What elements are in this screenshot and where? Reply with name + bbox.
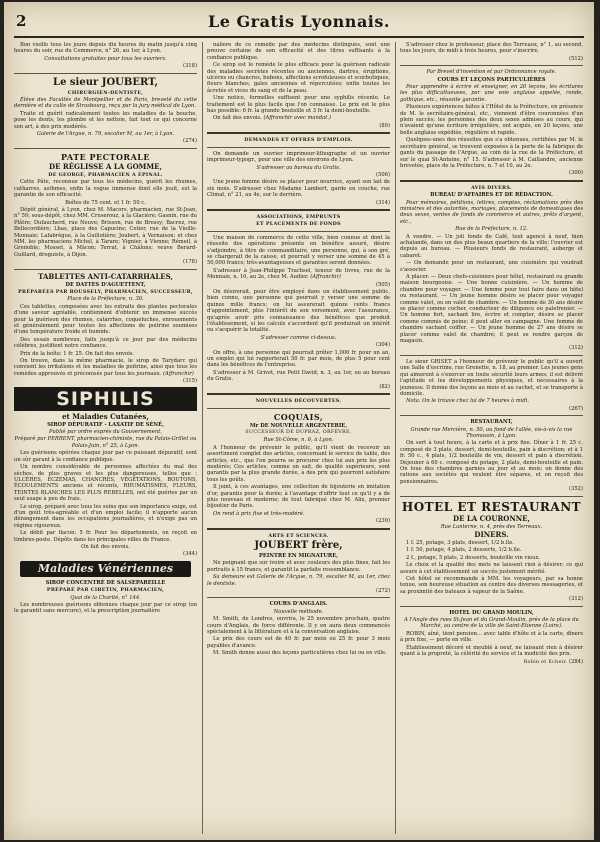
divider bbox=[207, 132, 390, 134]
section-title-associations: ASSOCIATIONS, EMPRUNTS bbox=[256, 213, 341, 220]
section-title-avis: AVIS DIVERS. bbox=[471, 184, 512, 191]
ad-subtitle: CHIRURGIEN-DENTISTE, bbox=[67, 89, 144, 96]
ad-text: Pour apprendre à écrire et enseigner, en 20 leçons, les écritures les plus difficultueuses, par une voie anglaise appelée, ronde, gothique, etc., réussite garantie. bbox=[400, 84, 583, 103]
ad-subtitle: SIROP DÉPURATIF - LAXATIF DE SÉNÉ, bbox=[47, 421, 164, 428]
ad-title-siphilis: et Maladies Cutanées, bbox=[62, 411, 149, 421]
ad-text: On sert à tout heure, à la carte et à prix fixe. Dîner à 1 fr. 25 c. composé de 3 plats, dessert, demi-bouteille, pain à discrétion; et à 1 fr. 50 c., 4 plats, 1/2 bouteille de vin, dessert et pain à discrétion. Déjeuner à 60 c. composé du potage, 2 plats, demi-bouteille et pain. On loue des chambres garnies au jour et au mois; on donne des rations aux sociétés qui veulent être sépares, et on reçoit des pensionnaires. bbox=[400, 440, 583, 485]
ad-text: Cet hôtel se recommande à MM. les voyageurs, par sa bonne tenue, son heureuse situation au centre des diverses messageries, et sa proximité des bateaux à vapeur de la Saône. bbox=[400, 576, 583, 595]
ad-text: Le prix des cours est de 40 fr. par mois ou 25 fr. pour 3 mois payables d'avance. bbox=[207, 636, 390, 649]
divider bbox=[400, 180, 583, 182]
column-rule bbox=[202, 42, 203, 834]
ad-subtitle: DE GEORGÉ, PHARMACIEN A ÉPINAL. bbox=[48, 171, 163, 178]
ad-text: Le sirop, préparé avec tous les soins que son importance exige, est d'un goût très-agréable et d'un emploi facile; il n'apporte aucun dérangement dans les occupations journalières, et n'exige pas un régime rigoureux. bbox=[14, 503, 197, 529]
ad-text: Une jeune femme désire se placer pour nourrice, ayant son lait de six mois. S'adresser chez Madame Lambert, garde en couche, rue Climat, n° 21, au 4e, sur le derrière. bbox=[207, 179, 390, 199]
divider bbox=[14, 269, 197, 270]
ad-text: ROBIN, aîné, tient pension... avec table d'hôte et à la carte, dîners à prix fixe, — porte en ville. bbox=[400, 630, 583, 644]
menu-line: 1 f. 25, potage, 3 plats, dessert, 1/2 b.lle. bbox=[406, 540, 514, 546]
menu-line: 2 f., potage, 5 plats, 2 desserts, bouteille vin vieux. bbox=[406, 554, 541, 561]
ad-note: Nota. On le trouve chez lui de 7 heures à midi. bbox=[406, 398, 529, 405]
column-2 bbox=[207, 42, 390, 834]
ad-text: Les nombreuses guérisons obtenues chaque jour par ce sirop (on le garantit sans mercure), et la prescription journalière bbox=[14, 602, 197, 615]
ad-text: Cette Pâte, reconnue par tous les médecins, guérit les rhumes, catharres, asthmes, enfin la vogue immense dont elle jouit, est la garantie de son efficacité. bbox=[14, 179, 197, 199]
section-title-associations-line2: ET PLACEMENTS DE FONDS bbox=[256, 221, 341, 228]
divider bbox=[207, 597, 390, 598]
section-title-arts: ARTS ET SCIENCES. bbox=[268, 532, 329, 539]
ad-title-coquais: COQUAIS, bbox=[273, 411, 324, 422]
ad-sign: Robin et Echeir. bbox=[523, 659, 568, 665]
ad-number: (82) bbox=[379, 383, 390, 390]
ad-text-body: S'adresser à Jean-Philippe Trachsel, teneur de livres, rue de la Monnaie, n. 10, au 2e, chez M. Audier. bbox=[207, 267, 390, 281]
ad-text: Il joint, à ces avantages, une collection de bijouterie en imitation d'or, garantis pour la durée; à l'avantage d'offrir tout ce qu'il y a de plus nouveau et moderne; de tout fabriqué chez M. Alix, premier bijoutier de Paris. bbox=[207, 484, 390, 510]
ad-text bbox=[207, 115, 390, 121]
ad-text: Traite et guérit radicalement toutes les maladies de la bouche, pose les dents, les plombe et les nettoie, fait tout ce qui concerne son art, à des prix modérés. bbox=[14, 110, 197, 130]
ad-number: (352) bbox=[569, 486, 583, 493]
ad-number: (178) bbox=[183, 259, 197, 266]
ad-address: A l'Angle des rues St-Jean et du Grand-Moulin, près de la place du Marché, au centre de la ville de Saint-Étienne (Loire). bbox=[404, 617, 579, 630]
ad-title-pate: PATE PECTORALE bbox=[60, 151, 151, 162]
column-rule bbox=[395, 42, 396, 834]
ad-title-line2: DE DATTES D'AGUETTENT, bbox=[65, 281, 146, 288]
column-3 bbox=[400, 42, 583, 834]
ad-text: Quelques-unes des réussites que s'a obtenues, certifiées par M. le secrétaire général, se trouvent exposées à la porte de la fabrique de gants du passage de l'Argue, au coin de la rue de la Préfecture, et sur le quai St-Antoine, n° 15. S'adresser à M. Caillandre, ancienne brevetée, place de la Préfecture, n. 7 et 10, au 2e. bbox=[400, 137, 583, 169]
ad-number: (512) bbox=[569, 55, 583, 62]
divider bbox=[400, 496, 583, 497]
ad-text: Plusieurs expériences faites à l'Hôtel de la Préfecture, en présence de M. le secrétaire-général, etc., viennent d'être couronnées d'un plein succès; les personnes des deux sexes admises au cours, qui n'avaient qu'une écriture irrégulière, ont acquis, en 20 leçons, une belle anglaise expédiée, régulière et rapide. bbox=[400, 104, 583, 136]
ad-number: (314) bbox=[376, 199, 390, 206]
ad-subtitle: SUCCESSEUR DE DUPRAZ, ORFÈVRE, bbox=[245, 429, 352, 435]
ad-title-tablettes: TABLETTES ANTI-CATARRHALES, bbox=[38, 271, 173, 281]
ad-text: S'adresser à M. Grivet, rue Petit David, n. 3, au 1er, ou au bureau du Gratis. bbox=[207, 369, 390, 383]
ad-number: (304) bbox=[376, 342, 390, 349]
ad-number: (267) bbox=[569, 405, 583, 412]
ad-number: (274) bbox=[183, 138, 197, 145]
menu-line: 1 f. 50, potage, 4 plats, 2 desserts, 1/2 b.lle. bbox=[406, 547, 522, 554]
page-number: 2 bbox=[16, 12, 27, 30]
ad-text: Des essais nombreux, faits jusqu'à ce jour par des médecins célèbres, justifient notre confiance. bbox=[14, 336, 197, 350]
ad-subtitle: DE LA COURONNE, bbox=[453, 513, 530, 523]
ad-subtitle: PRÉPARÉ PAR CIBETIN, PHARMACIEN, bbox=[46, 587, 165, 594]
page-header bbox=[14, 8, 584, 38]
ad-text: naliere de ce remède par des médecins distingués, sont une preuve certaine de son efficacité et des titres suffisants à la confiance publique. bbox=[207, 42, 390, 61]
divider bbox=[14, 148, 197, 149]
ad-title-joubert-frere: JOUBERT frère, bbox=[254, 540, 343, 551]
ad-text: A placer. — Deux chefs-cuisiniers pour hôtel, restaurant ou grande maison bourgeoise. — Une bonne cuisinière. — Un homme de chambre pour voyager. — Une femme pour tout faire dans un hôtel ou restaurant. — Un jeune homme désire se placer pour voyager comme valet, ou en valet de chambre. — Un homme de 30 ans désire se placer comme cocher, conducteur de diligence ou palefrenier. — Un homme fort, sachant lire, écrire et compter, désire se placer comme commis de peine; il peut aller en campagne. Une femme de chambre sachant coiffer. — Un jeune homme de 27 ans désire se placer comme valet de chambre; il peut se rendre garçon de magasin. bbox=[400, 274, 583, 345]
ad-text: S'adresser au bureau du Gratis. bbox=[256, 164, 341, 171]
ad-address: Galerie de l'Argue, n. 79, escalier M, au 1er, à Lyon. bbox=[36, 131, 175, 138]
ad-title-moulin: HOTEL DU GRAND MOULIN, bbox=[449, 609, 534, 616]
ad-number: (239) bbox=[376, 518, 390, 525]
ad-title-hotel: HOTEL ET RESTAURANT bbox=[401, 499, 582, 514]
ad-title-joubert: Le sieur JOUBERT, bbox=[53, 76, 158, 88]
ad-text: Établissement décoré et meublé à neuf, ne laissant rien à désirer quant à la propreté, la célérité du service et la modicité des prix. bbox=[400, 644, 583, 658]
ad-text: Prix de la boîte: 1 fr. 25. On fait des envois. bbox=[20, 350, 135, 357]
ad-text bbox=[14, 358, 197, 377]
ad-number: (272) bbox=[376, 588, 390, 595]
ad-text: On demande un ouvrier imprimeur-lithographe et un ouvrier imprimeur-typogr., pour une ville des environs de Lyon. bbox=[207, 150, 390, 164]
ad-text: Dépôt général, à Lyon, chez M. Macors, pharmacien, rue St-Jean, n° 59; sous-dépôt, chez MM. Cruserouz, à la Glacière; Gasnin, rue du Plâtre; Dufaucherd, rue Neuve; Brisson, rue de Bressy; Bacrez, rue Bellecordière; Lhas, place des Capucins; Cotier, rue de la Vieille-Monnaie; Lafabrègue, à la Guillotière; Joubert, à Vernaison; et chez MM. les pharmaciens Michel, à Tarare; Vignier, à Vienne; Rémeil, à Grenoble; Mosset, à Mâcon; Terrat, à Châlons; veuve Berard-Guillard, droguiste, à Dijon. bbox=[14, 206, 197, 258]
ad-text: M. Smith donne aussi des leçons particulières chez lui ou en ville. bbox=[213, 650, 387, 657]
ad-text: M. Smith, de Londres, ouvrira, le 25 novembre prochain, quatre cours d'Anglais, de force différente. Il y en aura deux commencés spécialement à la littérature et à la conversation anglaise. bbox=[207, 616, 390, 636]
ad-address: Rue de la Préfecture, n. 12. bbox=[455, 226, 528, 233]
ad-number: (318) bbox=[183, 63, 197, 70]
ad-text: A l'honneur de prévenir le public, qu'il vient de recevoir un assortiment complet des articles, concernant le service de table, des articles, etc., que l'on pourra se procurer chez lui aux prix les plus modérés; Ces articles, comme on sait, de qualité supérieure, sont garantis par la plus grande durée, à des prix qui pourront satisfaire tous les goûts. bbox=[207, 444, 390, 483]
ad-address: Rue St-Côme, n. 6, à Lyon. bbox=[263, 437, 334, 444]
ad-number: (300) bbox=[569, 170, 583, 177]
ad-text: Une notice, formelles suffisent pour une syphilis récente. Le traitement est le plus facile que l'on connaisse. Le prix est le plus bas possible: 6 fr. la grande bouteille et 3 fr. la demi-bouteille. bbox=[207, 95, 390, 115]
divider bbox=[400, 415, 583, 416]
section-title-demandes: DEMANDES ET OFFRES D'EMPLOIS. bbox=[244, 137, 353, 144]
divider bbox=[207, 209, 390, 211]
ad-title-cours-lecons: COURS ET LEÇONS PARTICULIÈRES bbox=[437, 76, 546, 83]
ad-text: Le débit par flacon: 5 fr. Pour les départements, on reçoit en timbres-poste. Dépôts dans les principales villes de France. bbox=[14, 530, 197, 543]
ad-subtitle: Par Brevet d'invention et par Ordonnance royale. bbox=[426, 69, 557, 76]
ad-text: On désirerait, pour être employé dans un établissement public, bien connu, une personne qui pourrait y verser une somme de quinze mille francs; on lui assurerait quinze cents francs d'appointement, plus l'intérêt de son versement, avec l'assurance, qu'après avoir pris connaissance des bénéfices que produit l'établissement, si les calculs s'accordent qu'il produirait un intérêt ou s'acquérir la totalité. bbox=[207, 289, 390, 334]
ad-note: Consultations gratuites pour tous les ouvriers. bbox=[44, 55, 167, 62]
ad-number: (312) bbox=[569, 596, 583, 603]
ad-text-body: On fait des envois. bbox=[213, 115, 262, 122]
ad-note: (Affranchir avec mandat.) bbox=[263, 115, 332, 122]
ad-text: — On demande pour un restaurant, une cuisinière qui voudrait s'associer. bbox=[400, 260, 583, 273]
ad-address: Place de la Préfecture, n. 30. bbox=[67, 296, 144, 303]
ad-text: On offre, à une personne qui pourrait prêter 1,000 fr. pour un an, un emploi qui lui rapporterait 50 fr. par mois, de plus 5 pour cent dans les bénéfices de l'entreprise. bbox=[207, 349, 390, 369]
ad-number: (344) bbox=[183, 551, 197, 558]
ad-number: (506) bbox=[376, 171, 390, 178]
ad-address: Quai de la Charité, n° 144. bbox=[70, 594, 141, 601]
ad-note: (Affranchir) bbox=[310, 274, 341, 281]
ad-text: Bon vieille tous les jours depuis dix heures du matin jusqu'à cinq heures du soir, rue du Commerce, n° 26, au 1er, à Lyon. bbox=[14, 42, 197, 55]
section-title-decouvertes: NOUVELLES DÉCOUVERTES. bbox=[255, 398, 342, 405]
divider bbox=[400, 606, 583, 607]
ad-text: Élève des Facultés de Montpellier et de Paris, breveté du cette dernière et du culte de Strasbourg, reçu par la jury médical de Lyon. bbox=[14, 97, 197, 110]
ad-subtitle: PRÉPARÉES PAR ROUSSELY, PHARMACIEN, SUCCESSEUR, bbox=[18, 288, 193, 295]
ad-text: Une maison de commerce de cette ville, bien connue et dont la réussite des opérations présente un bénéfice assuré, désire s'adjoindre, à titre de commanditaire, une personne, qui, à son gré, se chargerait de la caisse, et pourrait y verser une somme de 45 à 50,000 francs; très-avantageuses et garanties seront données. bbox=[207, 234, 390, 267]
ad-text: Boîtes de 75 cent. et 1 fr. 50 c. bbox=[65, 199, 146, 206]
ad-text: A vendre. — Un joli fonds de Café, tout agencé à neuf, bien achalandé, dans un des plus beaux quartiers de la ville; l'ouvrier est depuis au bureau. — Plusieurs fonds de restaurant, auberge et cabaret. bbox=[400, 233, 583, 259]
ad-text bbox=[207, 268, 390, 281]
ad-address: Sa demeure est Galerie de l'Argue, n. 79, escalier M, au 1er, chez le dentiste. bbox=[207, 574, 390, 587]
ad-text-body: On trouve, dans la même pharmacie, le sirop de Tarydarc qui convient les irritations et les maladies de poitrine, ainsi que tous les remèdes approuvés et préconisés par tous les journaux. bbox=[14, 358, 197, 377]
ad-title-cours: COURS D'ANGLAIS. bbox=[269, 601, 328, 608]
ad-title-sirop: SIROP CONCENTRÉ DE SALSEPAREILLE bbox=[45, 579, 166, 586]
column-1 bbox=[14, 42, 197, 834]
banner-maladies: Maladies Vénériennes bbox=[20, 561, 191, 577]
divider bbox=[207, 147, 390, 148]
ad-number: (89) bbox=[379, 122, 390, 129]
masthead-title: Le Gratis Lyonnais. bbox=[208, 12, 390, 31]
ad-subtitle-diners: DINERS. bbox=[474, 530, 509, 539]
ad-text: Les guérisons opérées chaque jour par ce puissant dépuratif, sont un sûr garant à la confiance publique. bbox=[14, 450, 197, 463]
ad-number: (315) bbox=[183, 378, 197, 385]
ad-text: Ce sirop est le remède le plus efficace pour la guérison radicale des maladies secrètes récentes ou anciennes, dartres, éruptions, ulcères ou chancres, bubons, affections scrofuleuses et scorbutiques, fleurs blanches, gales anciennes et répercutées; enfin toutes les âcretés et vices du sang et de la peau. bbox=[207, 62, 390, 94]
ad-note: (Affranchir) bbox=[162, 370, 194, 377]
ad-text: S'adresser comme ci-dessus. bbox=[260, 334, 337, 341]
ad-subtitle: Mr DE NOUVELLE ARGENTERIE, bbox=[249, 422, 348, 429]
ad-title-line2: DE RÉGLISSE A LA GOMME, bbox=[49, 161, 162, 171]
divider bbox=[207, 528, 390, 530]
banner-siphilis: SIPHILIS bbox=[14, 387, 197, 411]
ad-subtitle: Nouvelle méthode. bbox=[273, 608, 324, 615]
divider bbox=[400, 65, 583, 66]
ad-subtitle: Publié par ordre exprès du Gouvernement, bbox=[49, 429, 162, 436]
divider bbox=[400, 355, 583, 356]
ad-text: On rend à prix fixe et très-modéré. bbox=[213, 510, 305, 517]
ad-address: Rue Lanterne, n. 4, près des Terreaux. bbox=[440, 523, 543, 530]
ad-text: Un nombre considérable de personnes affectées du mal des sèches, de plus graves et les plus dangereuses, telles que : ULCÈRES, ÉCZÉMAS, CHANCRES, VÉGÉTATIONS, BOUTONS, ÉCOULEMENTS anciens et récents, RHUMATISMES, FLEURS, TEINTES BLANCHES LES PLUS REBELLES, ont été guéries par un seul usage à peu de frais. bbox=[14, 464, 197, 503]
newspaper-page bbox=[4, 2, 594, 840]
ad-address: Grande rue Mercière, n. 50, au fond de l'allée, vis-à-vis la rue Thomassin, à Lyon. bbox=[410, 426, 573, 439]
ad-address: Préparé par PERRENT, pharmacien-chimiste, rue du Palais-Grillet ou Palais-Juin, n° 25, à Lyon. bbox=[14, 436, 197, 449]
ad-text: Le choix et la qualité des mets ne laissent rien à désirer; ce qui assure à cet établissement un succès justement mérité. bbox=[400, 562, 583, 575]
divider bbox=[207, 393, 390, 395]
ad-title-restaurant: RESTAURANT, bbox=[470, 419, 513, 426]
ad-number: (284) bbox=[569, 658, 583, 665]
divider bbox=[14, 73, 197, 74]
ad-number: (312) bbox=[569, 345, 583, 352]
ad-text: On fait des envois. bbox=[81, 543, 130, 550]
ad-text: Ne peignant que sur ivoire et avec couleurs des plus fines, fait les portraits à 15 francs, et garantit la parfaite ressemblance. bbox=[207, 560, 390, 573]
divider bbox=[207, 231, 390, 232]
ad-signature bbox=[400, 659, 583, 666]
ad-number: (505) bbox=[376, 281, 390, 288]
ad-text: Pour mémoires, pétitions, lettres, comptes, réclamations près des ministres et des autorités, mariages, placements de domestiques des deux sexes, ventes de fonds de commerce et autres, prêts d'argent, etc., bbox=[400, 199, 583, 225]
ad-text: Le sieur GRISET a l'honneur de prévenir le public qu'il a ouvert une Salle d'escrime, rue Grenette, n. 18, au premier. Les jeunes gens qui aimeront à s'exercer en toute sécurité leurs armes; il est délivré l'aptitude et les développements physiques, et nécessaires à la jeunesse. Il donne des leçons au mois et au cachet, et se transporte à domicile. bbox=[400, 358, 583, 397]
ad-title-bureau: BUREAU D'AFFAIRES ET DE RÉDACTION. bbox=[430, 192, 553, 199]
ad-text: S'adresser chez le professeur, place des Terreaux, n° 1, au second, tous les jours, de midi à trois heures, pour s'inscrire. bbox=[400, 42, 583, 55]
ad-subtitle: PEINTRE EN MIGNATURE, bbox=[259, 553, 338, 559]
divider bbox=[207, 408, 390, 409]
ad-text: Ces tablettes, composées avec les extraits des plantes pectorales d'une saveur agréable, contiennent d'obtenir un immense succès pour la guérison des rhumes, catarrhes, coqueluches, enrouements et généralement pour toutes les affections de poitrine soumises d'une température froide et humide. bbox=[14, 303, 197, 336]
